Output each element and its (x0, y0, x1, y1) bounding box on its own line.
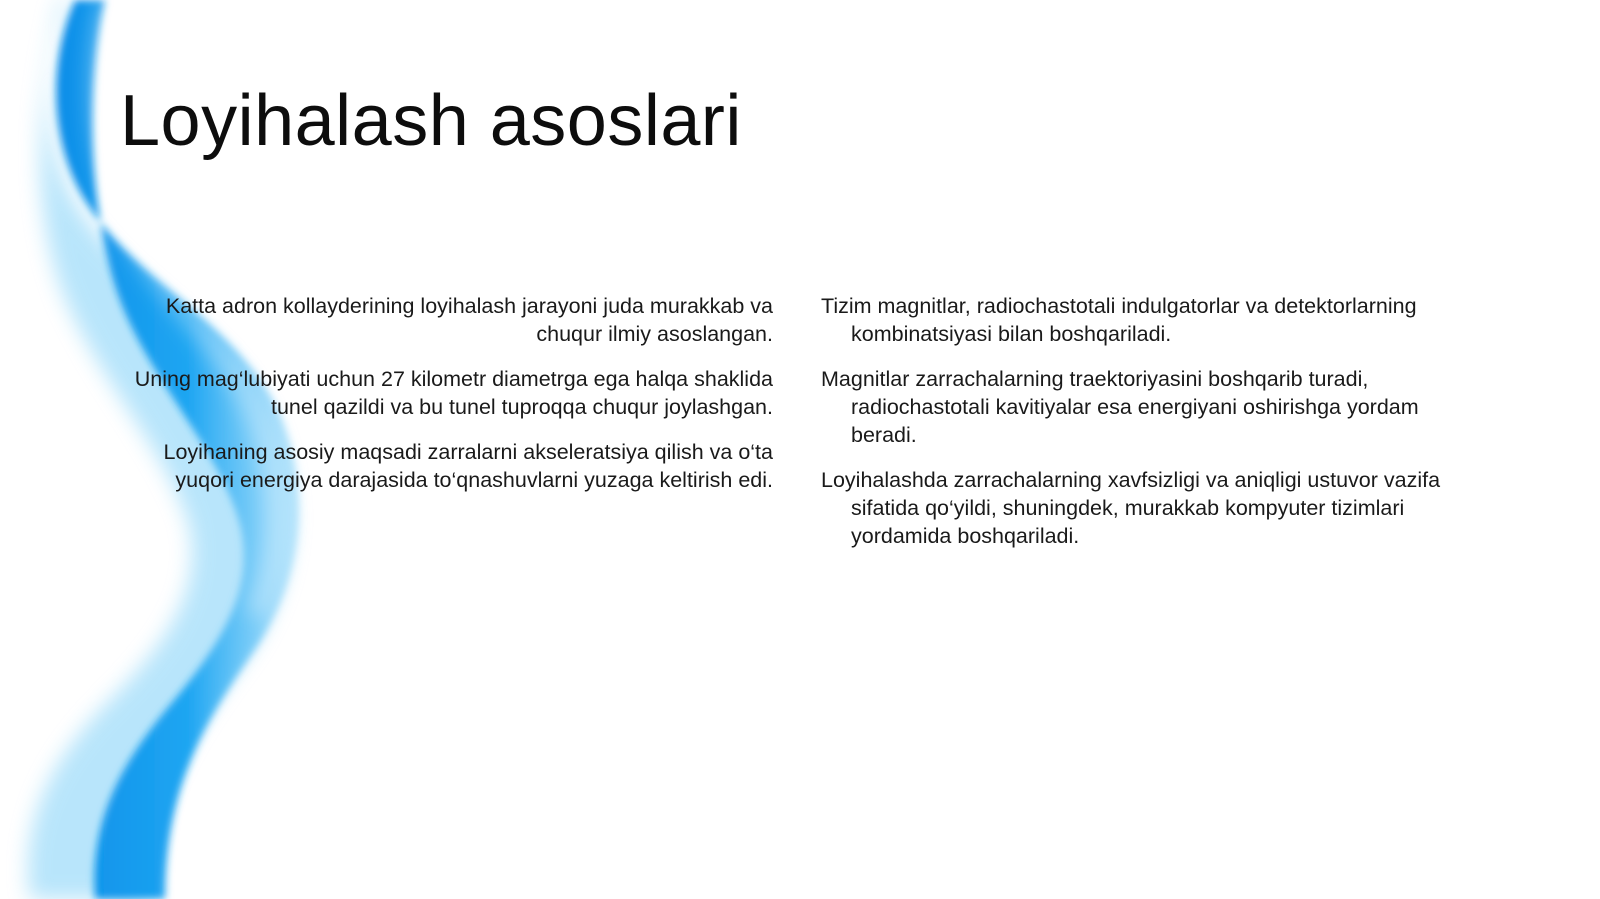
right-text-column (821, 292, 1471, 567)
right-paragraph-1: Tizim magnitlar, radiochastotali indulgatorlar va detektorlarning kombinatsiyasi bilan boshqariladi. (821, 294, 1417, 346)
right-paragraph-2: Magnitlar zarrachalarning traektoriyasini boshqarib turadi, radiochastotali kavitiyalar esa energiyani oshirishga yordam beradi. (821, 367, 1419, 447)
slide-title: Loyihalash asoslari (120, 81, 742, 161)
left-text-column (130, 292, 773, 511)
right-paragraph-3: Loyihalashda zarrachalarning xavfsizligi va aniqligi ustuvor vazifa sifatida qo‘yildi, shuningdek, murakkab kompyuter tizimlari yordamida boshqariladi. (821, 468, 1441, 548)
left-paragraph-3: Loyihaning asosiy maqsadi zarralarni akseleratsiya qilish va o‘ta yuqori energiya darajasida to‘qnashuvlarni yuzaga keltirish edi. (163, 440, 773, 492)
left-paragraph-1: Katta adron kollayderining loyihalash jarayoni juda murakkab va chuqur ilmiy asoslangan. (165, 294, 773, 346)
left-paragraph-2: Uning mag‘lubiyati uchun 27 kilometr diametrga ega halqa shaklida tunel qazildi va bu tunel tuproqqa chuqur joylashgan. (134, 367, 773, 419)
